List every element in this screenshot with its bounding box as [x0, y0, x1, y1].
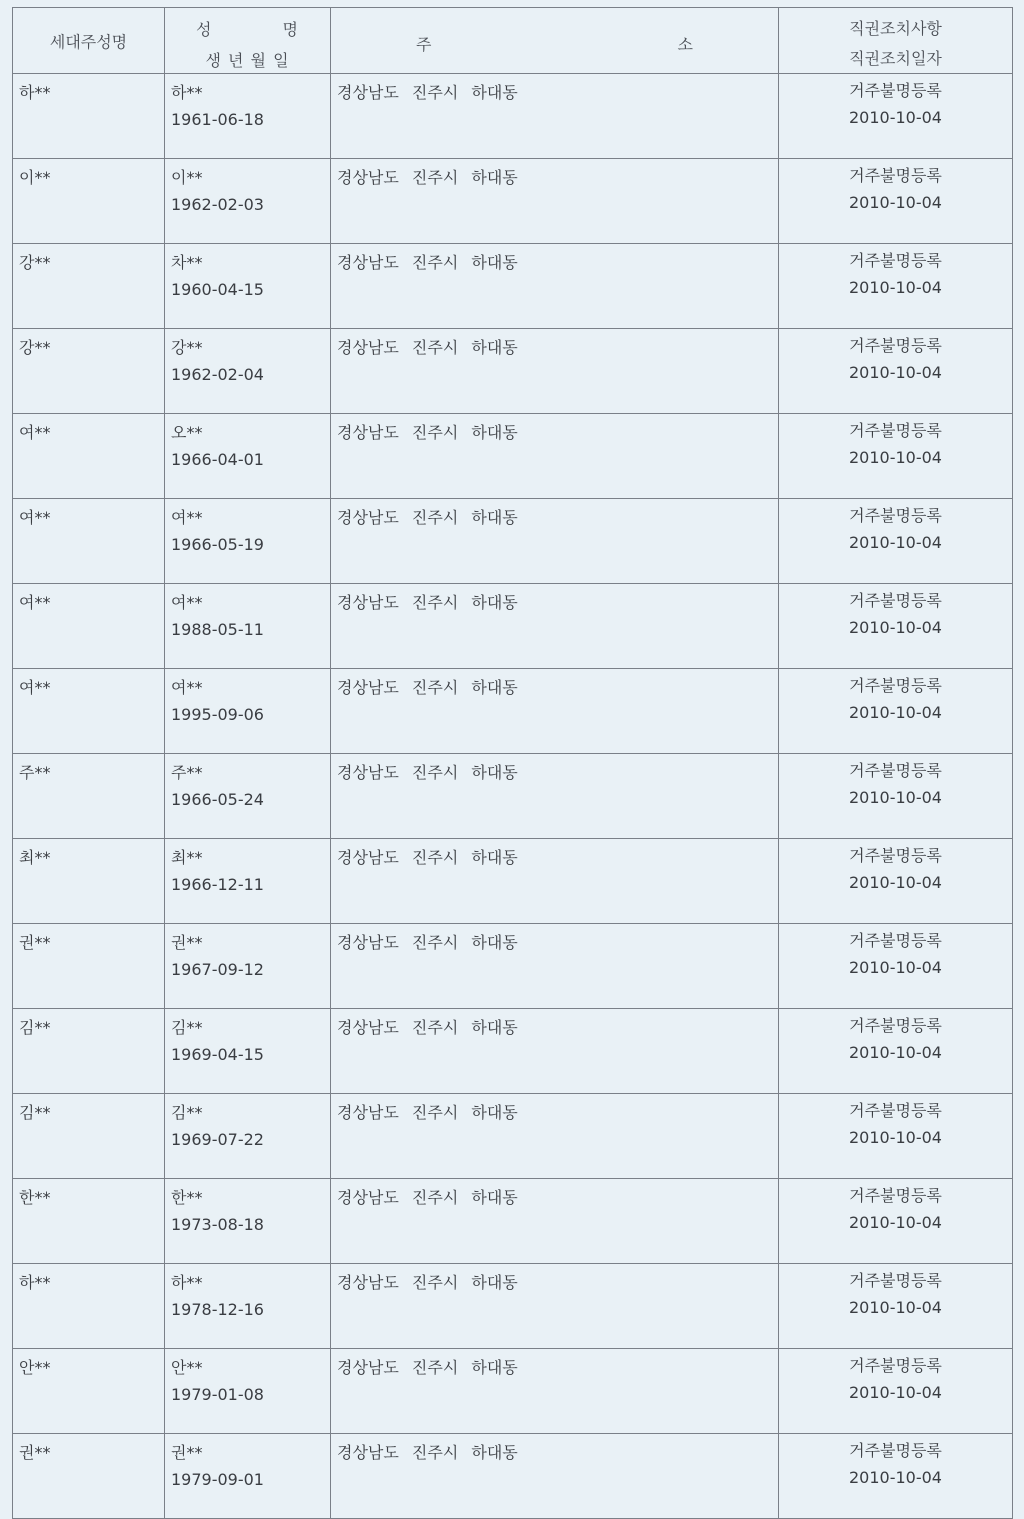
householder-cell: [13, 1179, 165, 1264]
table-row: [13, 414, 1013, 499]
action-type: 거주불명등록: [849, 506, 942, 525]
householder-cell: [13, 1009, 165, 1094]
table-row: [13, 1009, 1013, 1094]
table-row: [13, 1179, 1013, 1264]
address-cell: [331, 754, 779, 839]
action-cell: [779, 839, 1013, 924]
address-cell: [331, 924, 779, 1009]
address: 경상남도 진주시 하대동: [337, 1358, 518, 1377]
action-type: 거주불명등록: [849, 1356, 942, 1375]
action-type: 거주불명등록: [849, 166, 942, 185]
header-action-cell: [779, 8, 1013, 74]
action-type: 거주불명등록: [849, 1441, 942, 1460]
action-type: 거주불명등록: [849, 251, 942, 270]
person-cell: [165, 159, 331, 244]
address-cell: [331, 839, 779, 924]
action-date: 2010-10-04: [849, 363, 942, 382]
person-name: 김**: [171, 1018, 203, 1037]
action-type: 거주불명등록: [849, 1186, 942, 1205]
action-cell: [779, 159, 1013, 244]
householder-cell: [13, 924, 165, 1009]
action-cell: [779, 584, 1013, 669]
householder-cell: [13, 669, 165, 754]
table-row: [13, 1094, 1013, 1179]
householder-name: 최**: [19, 848, 51, 867]
person-cell: [165, 414, 331, 499]
person-cell: [165, 754, 331, 839]
action-date: 2010-10-04: [849, 1128, 942, 1147]
table-row: [13, 159, 1013, 244]
person-cell: [165, 244, 331, 329]
householder-name: 여**: [19, 423, 51, 442]
person-cell: [165, 1009, 331, 1094]
action-cell: [779, 754, 1013, 839]
address-cell: [331, 1179, 779, 1264]
householder-name: 권**: [19, 933, 51, 952]
householder-name: 주**: [19, 763, 51, 782]
householder-name: 이**: [19, 168, 51, 187]
birth-date: 1962-02-04: [171, 365, 264, 384]
birth-date: 1969-04-15: [171, 1045, 264, 1064]
householder-name: 권**: [19, 1443, 51, 1462]
address: 경상남도 진주시 하대동: [337, 83, 518, 102]
address: 경상남도 진주시 하대동: [337, 1018, 518, 1037]
person-name: 여**: [171, 678, 203, 697]
action-type: 거주불명등록: [849, 1271, 942, 1290]
header-householder: 세대주성명: [49, 32, 128, 51]
table-row: [13, 669, 1013, 754]
action-type: 거주불명등록: [849, 1016, 942, 1035]
address: 경상남도 진주시 하대동: [337, 593, 518, 612]
householder-cell: [13, 74, 165, 159]
action-type: 거주불명등록: [849, 1101, 942, 1120]
action-date: 2010-10-04: [849, 1213, 942, 1232]
action-date: 2010-10-04: [849, 958, 942, 977]
action-cell: [779, 1009, 1013, 1094]
registry-table: [12, 7, 1013, 1519]
householder-name: 김**: [19, 1018, 51, 1037]
birth-date: 1979-09-01: [171, 1470, 264, 1489]
action-date: 2010-10-04: [849, 533, 942, 552]
address-cell: [331, 1264, 779, 1349]
person-name: 차**: [171, 253, 203, 272]
address-cell: [331, 244, 779, 329]
action-cell: [779, 1179, 1013, 1264]
address-cell: [331, 499, 779, 584]
header-name-cell: [165, 8, 331, 74]
address: 경상남도 진주시 하대동: [337, 508, 518, 527]
person-name: 주**: [171, 763, 203, 782]
householder-name: 한**: [19, 1188, 51, 1207]
birth-date: 1966-05-24: [171, 790, 264, 809]
householder-cell: [13, 499, 165, 584]
person-cell: [165, 329, 331, 414]
address: 경상남도 진주시 하대동: [337, 168, 518, 187]
address-cell: [331, 74, 779, 159]
person-name: 하**: [171, 1273, 203, 1292]
action-type: 거주불명등록: [849, 336, 942, 355]
table-row: [13, 839, 1013, 924]
table-row: [13, 74, 1013, 159]
person-cell: [165, 924, 331, 1009]
birth-date: 1979-01-08: [171, 1385, 264, 1404]
action-date: 2010-10-04: [849, 1468, 942, 1487]
action-date: 2010-10-04: [849, 278, 942, 297]
action-type: 거주불명등록: [849, 591, 942, 610]
householder-name: 여**: [19, 508, 51, 527]
birth-date: 1995-09-06: [171, 705, 264, 724]
table-row: [13, 1264, 1013, 1349]
action-type: 거주불명등록: [849, 421, 942, 440]
header-action: 직권조치사항: [849, 19, 942, 38]
householder-cell: [13, 244, 165, 329]
header-address-cell: [331, 8, 779, 74]
header-address-part-a: 주: [416, 35, 432, 54]
householder-cell: [13, 1434, 165, 1519]
person-name: 이**: [171, 168, 203, 187]
householder-name: 여**: [19, 678, 51, 697]
address: 경상남도 진주시 하대동: [337, 933, 518, 952]
birth-date: 1966-12-11: [171, 875, 264, 894]
person-cell: [165, 1094, 331, 1179]
birth-date: 1962-02-03: [171, 195, 264, 214]
action-date: 2010-10-04: [849, 108, 942, 127]
action-type: 거주불명등록: [849, 761, 942, 780]
householder-name: 하**: [19, 83, 51, 102]
householder-cell: [13, 839, 165, 924]
person-cell: [165, 74, 331, 159]
table-row: [13, 1434, 1013, 1519]
person-name: 안**: [171, 1358, 203, 1377]
householder-cell: [13, 754, 165, 839]
action-date: 2010-10-04: [849, 618, 942, 637]
address: 경상남도 진주시 하대동: [337, 1103, 518, 1122]
address-cell: [331, 159, 779, 244]
address: 경상남도 진주시 하대동: [337, 678, 518, 697]
action-date: 2010-10-04: [849, 1383, 942, 1402]
table-row: [13, 329, 1013, 414]
address: 경상남도 진주시 하대동: [337, 1273, 518, 1292]
birth-date: 1966-04-01: [171, 450, 264, 469]
person-name: 여**: [171, 593, 203, 612]
householder-name: 강**: [19, 253, 51, 272]
person-name: 권**: [171, 933, 203, 952]
header-name: [165, 17, 330, 40]
householder-cell: [13, 1094, 165, 1179]
householder-cell: [13, 584, 165, 669]
householder-name: 안**: [19, 1358, 51, 1377]
address-cell: [331, 1349, 779, 1434]
address: 경상남도 진주시 하대동: [337, 423, 518, 442]
address: 경상남도 진주시 하대동: [337, 848, 518, 867]
action-date: 2010-10-04: [849, 193, 942, 212]
person-cell: [165, 1434, 331, 1519]
action-type: 거주불명등록: [849, 676, 942, 695]
action-date: 2010-10-04: [849, 1298, 942, 1317]
address: 경상남도 진주시 하대동: [337, 253, 518, 272]
action-cell: [779, 414, 1013, 499]
birth-date: 1961-06-18: [171, 110, 264, 129]
table-row: [13, 584, 1013, 669]
address: 경상남도 진주시 하대동: [337, 763, 518, 782]
householder-cell: [13, 1264, 165, 1349]
address: 경상남도 진주시 하대동: [337, 1188, 518, 1207]
action-cell: [779, 1434, 1013, 1519]
person-name: 한**: [171, 1188, 203, 1207]
householder-name: 강**: [19, 338, 51, 357]
action-cell: [779, 329, 1013, 414]
action-type: 거주불명등록: [849, 931, 942, 950]
birth-date: 1967-09-12: [171, 960, 264, 979]
table-row: [13, 499, 1013, 584]
action-date: 2010-10-04: [849, 788, 942, 807]
householder-name: 하**: [19, 1273, 51, 1292]
action-cell: [779, 1349, 1013, 1434]
table-header-row: [13, 8, 1013, 74]
address-cell: [331, 584, 779, 669]
registry-sheet: [12, 7, 1012, 1519]
action-date: 2010-10-04: [849, 703, 942, 722]
householder-cell: [13, 1349, 165, 1434]
address-cell: [331, 414, 779, 499]
table-body: [13, 74, 1013, 1519]
birth-date: 1966-05-19: [171, 535, 264, 554]
header-name-part-a: 성: [196, 20, 213, 39]
person-cell: [165, 1179, 331, 1264]
action-date: 2010-10-04: [849, 448, 942, 467]
address-cell: [331, 669, 779, 754]
table-row: [13, 244, 1013, 329]
header-name-part-b: 명: [282, 20, 299, 39]
person-name: 여**: [171, 508, 203, 527]
person-name: 강**: [171, 338, 203, 357]
action-type: 거주불명등록: [849, 846, 942, 865]
person-name: 최**: [171, 848, 203, 867]
action-date: 2010-10-04: [849, 1043, 942, 1062]
person-name: 오**: [171, 423, 203, 442]
person-name: 김**: [171, 1103, 203, 1122]
action-cell: [779, 1094, 1013, 1179]
action-cell: [779, 669, 1013, 754]
birth-date: 1960-04-15: [171, 280, 264, 299]
person-cell: [165, 1264, 331, 1349]
address: 경상남도 진주시 하대동: [337, 1443, 518, 1462]
table-row: [13, 754, 1013, 839]
action-date: 2010-10-04: [849, 873, 942, 892]
address-cell: [331, 1434, 779, 1519]
address-cell: [331, 1009, 779, 1094]
action-type: 거주불명등록: [849, 81, 942, 100]
header-action-date: 직권조치일자: [849, 49, 942, 68]
birth-date: 1973-08-18: [171, 1215, 264, 1234]
birth-date: 1978-12-16: [171, 1300, 264, 1319]
action-cell: [779, 924, 1013, 1009]
address: 경상남도 진주시 하대동: [337, 338, 518, 357]
householder-name: 김**: [19, 1103, 51, 1122]
person-cell: [165, 584, 331, 669]
birth-date: 1969-07-22: [171, 1130, 264, 1149]
person-cell: [165, 1349, 331, 1434]
person-cell: [165, 499, 331, 584]
address-cell: [331, 329, 779, 414]
person-cell: [165, 839, 331, 924]
householder-cell: [13, 329, 165, 414]
table-row: [13, 1349, 1013, 1434]
header-householder-cell: [13, 8, 165, 74]
birth-date: 1988-05-11: [171, 620, 264, 639]
action-cell: [779, 499, 1013, 584]
householder-name: 여**: [19, 593, 51, 612]
person-cell: [165, 669, 331, 754]
person-name: 하**: [171, 83, 203, 102]
table-row: [13, 924, 1013, 1009]
action-cell: [779, 244, 1013, 329]
action-cell: [779, 74, 1013, 159]
header-birthdate: 생 년 월 일: [205, 51, 290, 70]
address-cell: [331, 1094, 779, 1179]
header-address-part-b: 소: [677, 35, 693, 54]
householder-cell: [13, 414, 165, 499]
action-cell: [779, 1264, 1013, 1349]
person-name: 권**: [171, 1443, 203, 1462]
householder-cell: [13, 159, 165, 244]
